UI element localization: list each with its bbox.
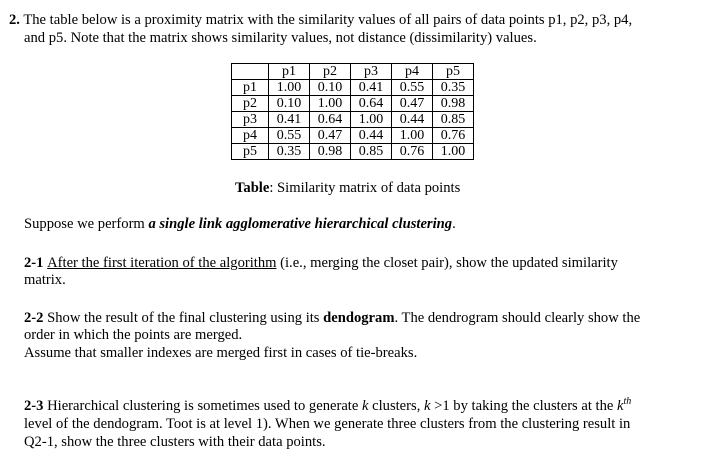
k-variable: k: [361, 398, 369, 414]
matrix-cell: 1.00: [433, 144, 474, 160]
matrix-cell: 0.44: [392, 112, 433, 128]
question-2-2-prefix: Show the result of the final clustering using its: [47, 310, 324, 326]
row-header: p5: [232, 144, 269, 160]
question-2-1-text: (i.e., merging the closet pair), show the updated similarity: [276, 255, 618, 271]
suppose-emphasis: a single link agglomerative hierarchical clustering: [148, 216, 453, 232]
matrix-cell: 0.47: [392, 96, 433, 112]
question-2-1-line-2: matrix.: [24, 272, 66, 288]
question-2-2-number: 2-2: [24, 310, 48, 326]
question-2-2-line-3: Assume that smaller indexes are merged first in cases of tie-breaks.: [24, 345, 418, 361]
matrix-cell: 0.64: [310, 112, 351, 128]
question-2-3-text-b: clusters,: [368, 398, 424, 414]
matrix-cell: 0.98: [433, 96, 474, 112]
suppose-suffix: .: [452, 216, 456, 232]
question-2-1-number: 2-1: [24, 255, 48, 271]
question-2-line-1: [9, 12, 632, 29]
row-header: p1: [232, 80, 269, 96]
similarity-matrix-table: [231, 63, 474, 160]
question-2-2-bold-term: dendogram: [323, 310, 395, 326]
matrix-cell: 0.35: [433, 80, 474, 96]
column-header: p1: [269, 64, 310, 80]
k-variable: k: [424, 398, 431, 414]
matrix-cell: 0.41: [351, 80, 392, 96]
column-header: p5: [433, 64, 474, 80]
question-2-2-line-1: [24, 310, 640, 327]
question-2-3-line-3: Q2-1, show the three clusters with their data points.: [24, 434, 326, 450]
matrix-cell: 0.10: [310, 80, 351, 96]
matrix-cell: 0.98: [310, 144, 351, 160]
question-2-3-line-2: level of the dendogram. Toot is at level 1). When we generate three clusters from the clustering result in: [24, 416, 631, 432]
matrix-cell: 0.85: [433, 112, 474, 128]
question-2-3-line-1: [24, 398, 631, 415]
caption-label: Table: [235, 180, 270, 196]
matrix-row: [232, 80, 474, 96]
column-header: p3: [351, 64, 392, 80]
row-header: p2: [232, 96, 269, 112]
matrix-cell: 0.64: [351, 96, 392, 112]
matrix-row: [232, 96, 474, 112]
question-2-3-number: 2-3: [24, 398, 48, 414]
question-2-1-underlined: After the first iteration of the algorithm: [47, 255, 277, 271]
matrix-row: [232, 128, 474, 144]
matrix-cell: 0.41: [269, 112, 310, 128]
matrix-cell: 0.76: [392, 144, 433, 160]
question-2-2-text: . The dendrogram should clearly show the: [394, 310, 641, 326]
matrix-row: [232, 144, 474, 160]
suppose-prefix: Suppose we perform: [24, 216, 149, 232]
matrix-cell: 0.44: [351, 128, 392, 144]
row-header: p4: [232, 128, 269, 144]
suppose-paragraph: [24, 216, 456, 233]
question-2-1-line-1: [24, 255, 618, 272]
question-number: 2.: [9, 12, 20, 28]
k-variable: k: [617, 398, 624, 414]
matrix-cell: 0.55: [269, 128, 310, 144]
matrix-cell: 1.00: [392, 128, 433, 144]
question-2-2-line-2: order in which the points are merged.: [24, 327, 243, 343]
matrix-header-row: [232, 64, 474, 80]
matrix-cell: 1.00: [269, 80, 310, 96]
matrix-corner-cell: [232, 64, 269, 80]
matrix-cell: 0.35: [269, 144, 310, 160]
caption-text: : Similarity matrix of data points: [269, 180, 461, 196]
matrix-row: [232, 112, 474, 128]
question-2-text-1: The table below is a proximity matrix with the similarity values of all pairs of data points p1, p2, p3, p4,: [23, 12, 633, 28]
matrix-cell: 1.00: [351, 112, 392, 128]
table-caption: [235, 180, 460, 197]
matrix-cell: 0.85: [351, 144, 392, 160]
matrix-cell: 0.55: [392, 80, 433, 96]
matrix-cell: 1.00: [310, 96, 351, 112]
column-header: p2: [310, 64, 351, 80]
matrix-cell: 0.10: [269, 96, 310, 112]
column-header: p4: [392, 64, 433, 80]
question-2-3-text-c: >1 by taking the clusters at the: [430, 398, 618, 414]
matrix-cell: 0.47: [310, 128, 351, 144]
question-2-line-2: and p5. Note that the matrix shows similarity values, not distance (dissimilarity) values.: [24, 30, 537, 46]
question-2-3-text-a: Hierarchical clustering is sometimes used to generate: [47, 398, 362, 414]
superscript-th: th: [623, 396, 632, 408]
matrix-cell: 0.76: [433, 128, 474, 144]
row-header: p3: [232, 112, 269, 128]
